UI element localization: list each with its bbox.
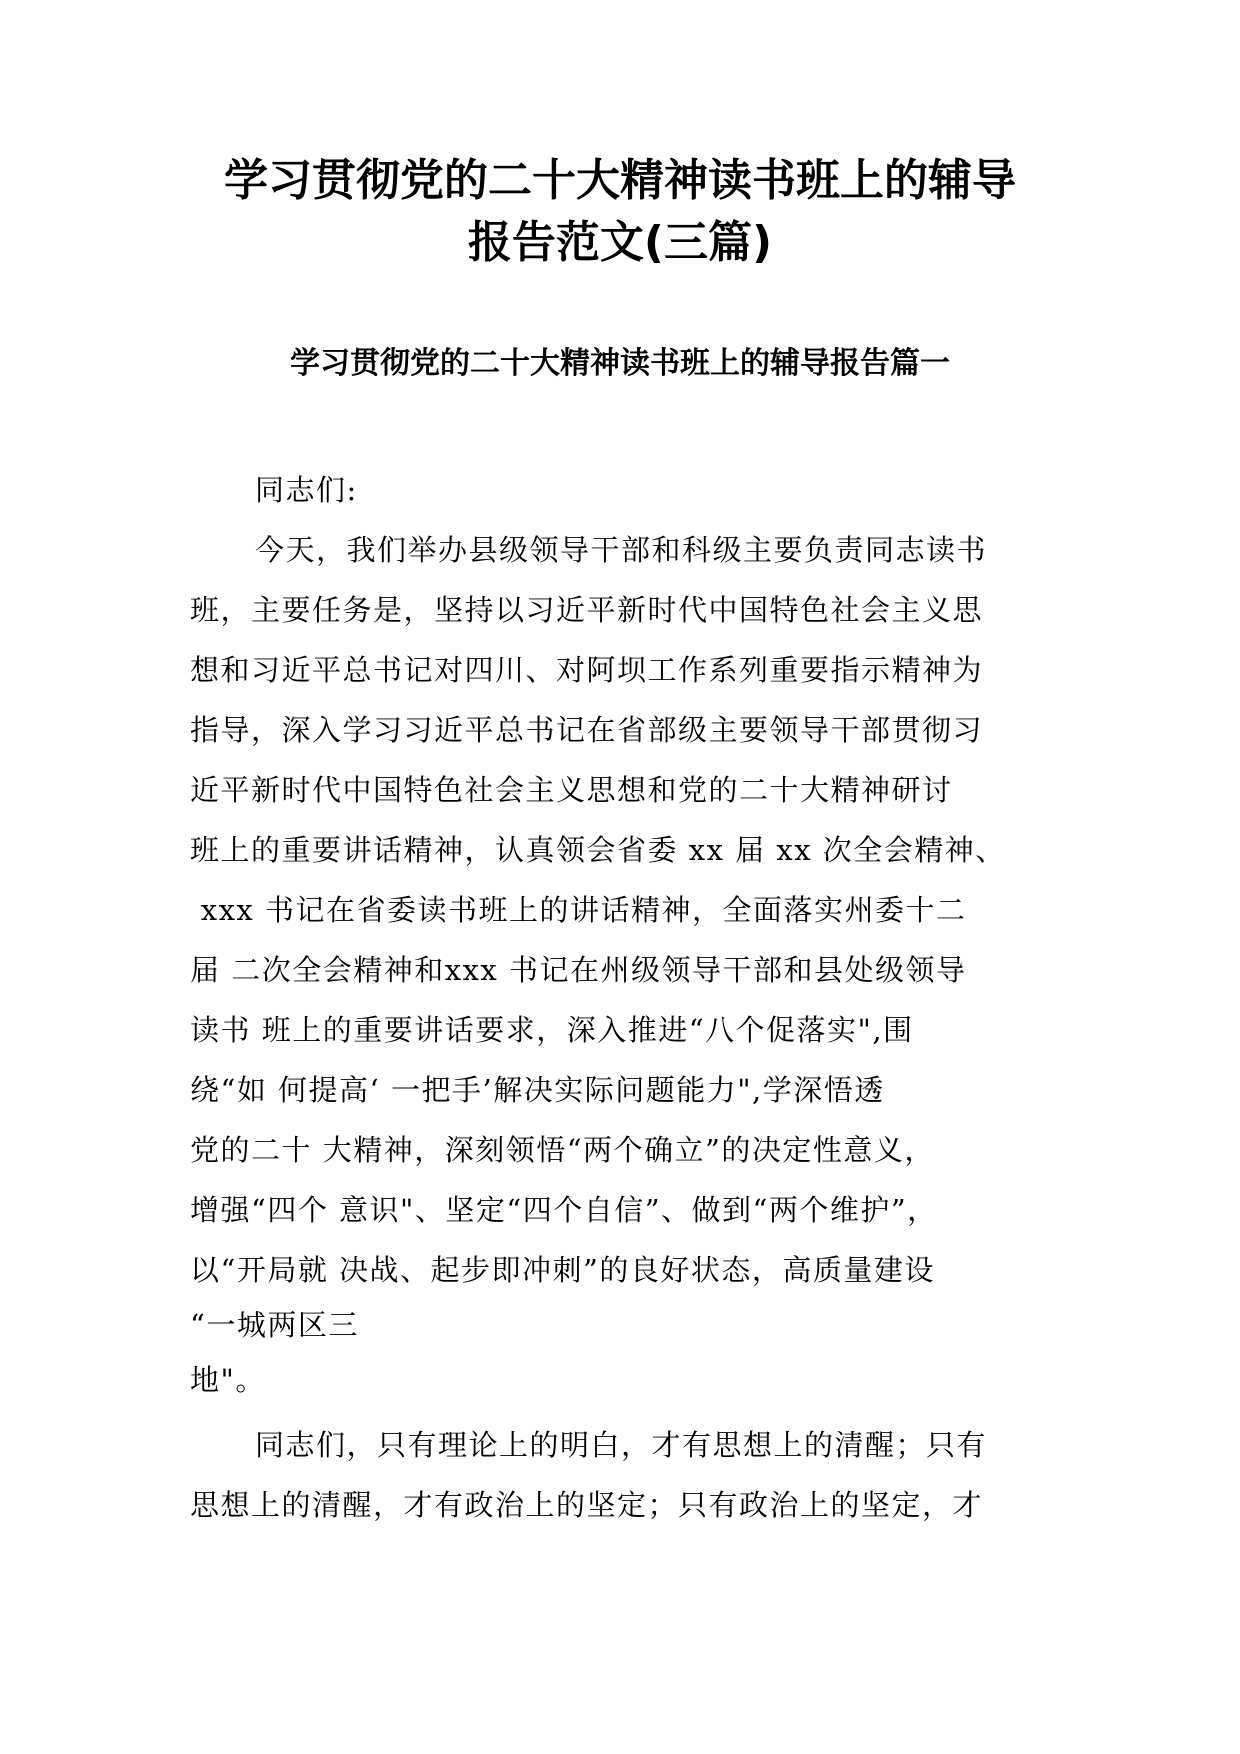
paragraph-1-line-11: 党的二十 大精神，深刻领悟“两个确立”的决定性意义， bbox=[190, 1133, 935, 1167]
paragraph-1-line-15: 地"。 bbox=[190, 1363, 266, 1397]
section-title: 学习贯彻党的二十大精神读书班上的辅导报告篇一 bbox=[290, 346, 950, 381]
paragraph-1-line-1: 今天，我们举办县级领导干部和科级主要负责同志读书 bbox=[255, 533, 988, 567]
paragraph-1-line-3: 想和习近平总书记对四川、对阿坝工作系列重要指示精神为 bbox=[190, 653, 984, 687]
salutation: 同志们: bbox=[255, 473, 358, 507]
paragraph-1-line-6: 班上的重要讲话精神，认真领会省委 xx 届 xx 次全会精神、 bbox=[190, 833, 1006, 867]
paragraph-1-line-8: 届 二次全会精神和xxx 书记在州级领导干部和县处级领导 bbox=[190, 953, 967, 987]
paragraph-1-line-13: 以“开局就 决战、起步即冲刺”的良好状态，高质量建设 bbox=[190, 1253, 935, 1287]
document-title bbox=[0, 150, 1240, 274]
paragraph-1-line-9: 读书 班上的重要讲话要求，深入推进“八个促落实",围 bbox=[190, 1013, 914, 1047]
paragraph-1-line-7: xxx 书记在省委读书班上的讲话精神，全面落实州委十二 bbox=[190, 893, 967, 927]
paragraph-2-line-2: 思想上的清醒，才有政治上的坚定；只有政治上的坚定，才 bbox=[190, 1488, 984, 1522]
paragraph-1-line-14: “一城两区三 bbox=[190, 1308, 359, 1342]
paragraph-1-line-10: 绕“如 何提高‘ 一把手’解决实际问题能力",学深悟透 bbox=[190, 1073, 885, 1107]
paragraph-2-line-1: 同志们，只有理论上的明白，才有思想上的清醒；只有 bbox=[255, 1428, 988, 1462]
document-title-line-1: 学习贯彻党的二十大精神读书班上的辅导 bbox=[224, 155, 1016, 206]
paragraph-1-line-12: 增强“四个 意识"、坚定“四个自信”、做到“两个维护”， bbox=[190, 1193, 938, 1227]
document-title-line-2: 报告范文(三篇) bbox=[467, 217, 773, 268]
paragraph-1-line-2: 班，主要任务是，坚持以习近平新时代中国特色社会主义思 bbox=[190, 593, 984, 627]
paragraph-1-line-5: 近平新时代中国特色社会主义思想和党的二十大精神研讨 bbox=[190, 773, 953, 807]
paragraph-1-line-4: 指导，深入学习习近平总书记在省部级主要领导干部贯彻习 bbox=[190, 713, 984, 747]
